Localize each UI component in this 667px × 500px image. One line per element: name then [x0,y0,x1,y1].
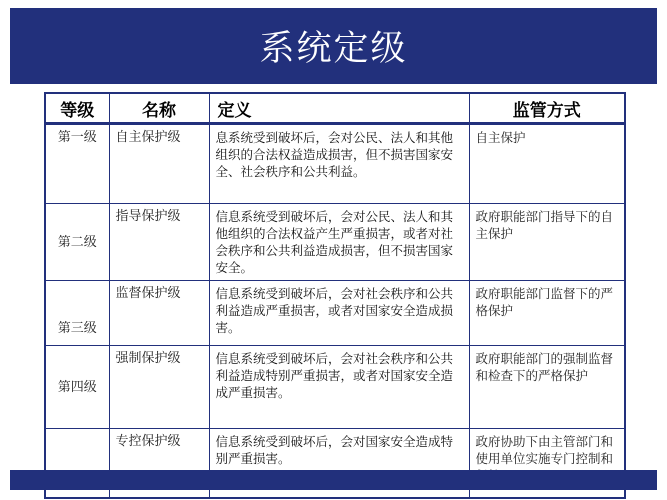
definition-cell: 信息系统受到破坏后，会对国家安全造成特别严重损害。 [209,429,469,499]
table-row [45,124,625,204]
name-cell: 指导保护级 [109,204,209,281]
page-title: 系统定级 [259,29,408,69]
definition-cell: 信息系统受到破坏后，会对社会秩序和公共利益造成严重损害，或者对国家安全造成损害。 [209,281,469,346]
level-cell: 第二级 [45,204,109,281]
method-cell: 政府协助下由主管部门和使用单位实施专门控制和 [469,429,625,499]
header-method: 监管方式 [469,93,625,124]
table-row [45,281,625,346]
table-row [45,204,625,281]
definition-cell: 息系统受到破坏后，会对公民、法人和其他组织的合法权益造成损害，但不损害国家安全、社会秩序和公共利益。 [209,124,469,204]
name-cell: 自主保护级 [109,124,209,204]
method-cell: 政府职能部门监督下的严格保护 [469,281,625,346]
level-cell: 第一级 [45,124,109,204]
level-cell: 第三级 [45,281,109,346]
method-cell: 政府职能部门的强制监督和检查下的严格保护 [469,346,625,429]
definition-cell: 信息系统受到破坏后，会对公民、法人和其他组织的合法权益产生严重损害，或者对社会秩序和公共利益造成损害，但不损害国家安全。 [209,204,469,281]
classification-table-wrap [44,92,624,499]
name-cell: 专控保护级 [109,429,209,499]
bottom-bar [10,470,657,490]
method-cell: 自主保护 [469,124,625,204]
table-header-row [45,93,625,124]
title-bar [10,8,657,84]
method-cell: 政府职能部门指导下的自主保护 [469,204,625,281]
definition-cell: 信息系统受到破坏后，会对社会秩序和公共利益造成特别严重损害，或者对国家安全造成严重损害。 [209,346,469,429]
level-cell: 第四级 [45,346,109,429]
header-name: 名称 [109,93,209,124]
name-cell: 监督保护级 [109,281,209,346]
header-definition: 定义 [209,93,469,124]
name-cell: 强制保护级 [109,346,209,429]
table-row [45,346,625,429]
header-level: 等级 [45,93,109,124]
classification-table [44,92,626,499]
